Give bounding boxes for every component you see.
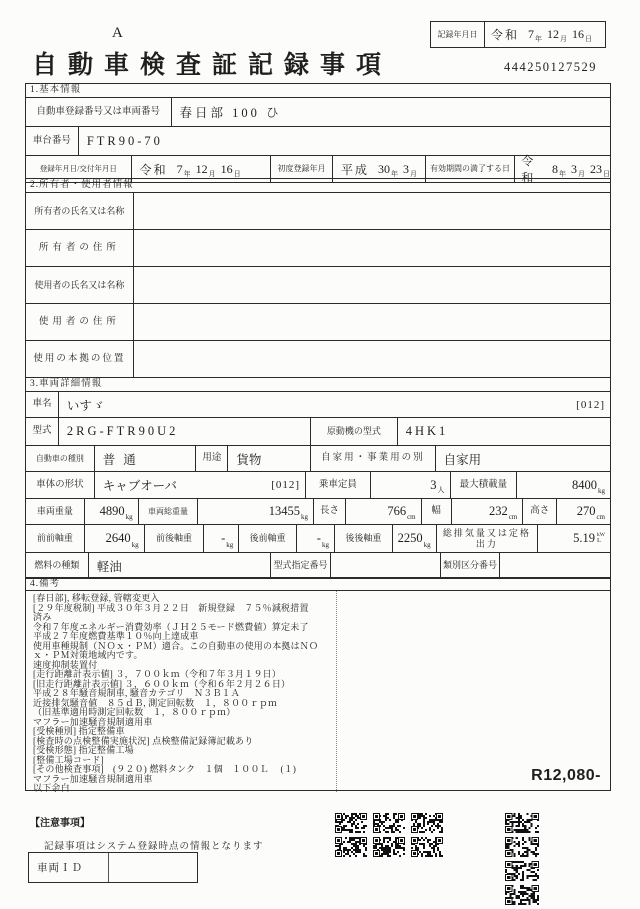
owner-name-value: [133, 193, 610, 229]
reg-date-month: 12: [195, 161, 208, 176]
reg-number-value: 春日部 100 ひ: [171, 98, 610, 126]
displacement-units: kW L: [597, 531, 605, 544]
reg-date-year: 7: [176, 161, 183, 176]
axle-front-front-value: 2640 kg: [84, 525, 144, 552]
vehicle-category-value: 普通: [94, 446, 196, 471]
first-reg-year: 30: [377, 161, 390, 176]
vehicle-id-box: [28, 852, 198, 883]
reg-date-month-unit: 月: [208, 170, 216, 178]
remark-line: 速度抑制装置付: [33, 659, 98, 670]
body-shape-code: [012]: [271, 479, 301, 491]
notice-header: 【注意事項】: [30, 818, 90, 829]
record-date-year-unit: 年: [535, 35, 543, 43]
gross-weight-value: 13455 kg: [197, 499, 313, 524]
expiry-era: 令和: [521, 154, 536, 185]
displacement-value: 5.19 kW L: [537, 525, 610, 552]
chassis-number-value: FTR90-70: [78, 127, 610, 155]
user-name-label: 使用者の氏名又は名称: [34, 279, 125, 290]
expiry-day: 23: [590, 161, 602, 176]
user-address-value: [133, 304, 610, 340]
remark-line: 近接排気騒音値 ８５ｄＢ, 測定回転数 １，８００ｒｐｍ: [33, 697, 278, 708]
remark-line: マフラー加速騒音規制適用車: [33, 716, 153, 727]
remark-line: 以下余白: [33, 783, 70, 793]
axle-rear-front-label: 後前軸重: [238, 525, 296, 552]
amount-value: R12,080-: [531, 767, 601, 784]
remark-line: 済み: [33, 612, 52, 622]
base-location-label: 使用の本拠の位置: [33, 353, 126, 364]
remark-line: [受検形態] 指定整備工場: [33, 745, 134, 755]
private-business-value: 自家用: [435, 446, 610, 471]
class-number-label: 類別区分番号: [440, 553, 500, 578]
axle-rear-rear-label: 後後軸重: [334, 525, 392, 552]
seating-capacity-value: 3 人: [370, 472, 450, 498]
width-value: 232 cm: [451, 499, 523, 524]
fuel-type-value: 軽油: [88, 553, 270, 578]
reg-date-day-unit: 日: [233, 170, 241, 178]
remark-line: 平成２７年度燃費基準１０％向上達成車: [33, 631, 199, 641]
car-name-value: いすゞ [012]: [58, 392, 610, 417]
base-location-value: [133, 341, 610, 377]
body-shape-value: キャブオーバ [012]: [94, 472, 305, 498]
record-date-value: [485, 22, 605, 47]
first-reg-year-unit: 年: [390, 170, 398, 178]
type-designation-label: 型式指定番号: [270, 553, 330, 578]
first-reg-month-unit: 月: [409, 170, 417, 178]
registration-date-label: 登録年月日/交付年月日: [39, 163, 117, 173]
record-date-day: 16: [572, 27, 585, 41]
user-name-value: [133, 267, 610, 303]
length-label: 長さ: [313, 499, 345, 524]
remark-line: マフラー加速騒音規制適用車: [33, 773, 153, 784]
type-designation-value: [330, 553, 440, 578]
remark-line: [旧走行距離計表示値] ３，６００ｋｍ（令和６年２月２６日）: [33, 678, 291, 689]
height-label: 高さ: [522, 499, 556, 524]
owner-address-label: 所有者の住所: [38, 242, 120, 253]
reg-number-label: 自動車登録番号又は車両番号: [36, 106, 161, 117]
remark-line: [検査時の点検整備実施状況] 点検整備記録簿記載あり: [33, 735, 254, 746]
vehicle-weight-label: 車両重量: [36, 506, 73, 517]
user-address-label: 使用者の住所: [38, 316, 120, 327]
qr-code-icon: [411, 813, 443, 833]
vehicle-id-label: 車両ＩＤ: [29, 853, 109, 882]
expiry-day-unit: 日: [603, 170, 610, 178]
remark-line: [走行距離計表示値] ３，７００ｋｍ（令和７年３月１９日）: [33, 669, 282, 679]
vehicle-id-value: [109, 853, 197, 882]
car-name-label: 車名: [32, 399, 52, 410]
first-registration-label: 初度登録年月: [270, 156, 332, 182]
owner-address-value: [133, 230, 610, 266]
height-value: 270 cm: [556, 499, 610, 524]
axle-front-rear-label: 前後軸重: [144, 525, 204, 552]
qr-code-group-right: [505, 813, 580, 909]
qr-code-icon: [373, 837, 405, 857]
chassis-number-label: 車台番号: [32, 135, 71, 146]
class-number-value: [499, 553, 610, 578]
remark-line: 平成２８年騒音規制車, 騒音カテゴリ Ｎ３Ｂ１Ａ: [33, 688, 240, 698]
section3-header: 3.車両詳細情報: [30, 379, 103, 389]
remark-line: [受検種別] 指定整備車: [33, 726, 125, 736]
expiry-month: 3: [571, 161, 577, 176]
vehicle-category-label: 自動車の種別: [35, 453, 84, 463]
form-corner-mark: A: [112, 25, 123, 41]
reg-date-era: 令和: [139, 162, 168, 177]
remarks-lines: [33, 594, 604, 794]
record-date-month: 12: [547, 27, 560, 41]
record-date-month-unit: 月: [560, 35, 568, 43]
axle-rear-rear-value: 2250 kg: [392, 525, 436, 552]
model-value: 2RG-FTR90U2: [58, 418, 310, 445]
first-reg-era: 平成: [340, 162, 369, 177]
remark-line: [２９年度税制] 平成３０年３月２２日 新規登録 ７５％減税措置: [33, 602, 309, 613]
first-reg-month: 3: [402, 161, 409, 176]
notice-text: 記録事項はシステム登録時点の情報となります: [44, 842, 264, 852]
body-shape-label: 車体の形状: [36, 479, 84, 490]
width-label: 幅: [421, 499, 451, 524]
engine-model-value: 4HK1: [397, 418, 610, 445]
remark-line: （旧基準適用時測定回転数 １，８００ｒｐｍ）: [33, 707, 236, 717]
section2-header: 2.所有者・使用者情報: [30, 180, 134, 190]
axle-front-rear-value: - kg: [203, 525, 238, 552]
section-vehicle-details: [25, 377, 611, 579]
qr-code-icon: [505, 885, 539, 905]
record-date-year: 7: [528, 27, 535, 41]
qr-code-icon: [505, 861, 539, 881]
qr-code-icon: [411, 837, 443, 857]
seating-capacity-label: 乗車定員: [305, 472, 370, 498]
qr-code-icon: [505, 837, 539, 857]
remark-line: 使用車種規制（ＮＯｘ・ＰＭ）適合。この自動車の使用の本拠はＮＯ: [33, 640, 319, 651]
remark-line: [その他検査事項] (９２０) 燃料タンク １個 １００Ｌ (１): [33, 764, 297, 774]
section-basic-info: [25, 83, 611, 183]
qr-code-group-left: [335, 813, 449, 861]
document-number: 444250127529: [504, 60, 597, 74]
model-label: 型式: [32, 426, 52, 437]
remark-line: [整備工場コード]: [33, 754, 104, 765]
car-name-code: [012]: [576, 398, 605, 411]
record-date-label: 記録年月日: [431, 22, 485, 47]
remarks-divider: [336, 591, 337, 792]
expiry-month-unit: 月: [578, 170, 585, 178]
axle-rear-front-value: - kg: [296, 525, 334, 552]
max-load-value: 8400 kg: [516, 472, 610, 498]
expiry-date-label: 有効期間の満了する日: [425, 156, 515, 182]
qr-code-icon: [373, 813, 405, 833]
displacement-label: 総排気量又は定格出力: [436, 525, 538, 552]
remarks-body: [26, 591, 610, 792]
use-type-label: 用途: [195, 446, 227, 471]
vehicle-weight-value: 4890 kg: [84, 499, 138, 524]
reg-date-day: 16: [220, 161, 233, 176]
record-date-era: 令和: [491, 28, 520, 42]
use-type-value: 貨物: [227, 446, 310, 471]
remark-line: 令和７年度エネルギー消費効率（ＪＨ２５モード燃費値）算定未了: [33, 621, 309, 632]
owner-name-label: 所有者の氏名又は名称: [34, 205, 125, 216]
qr-code-icon: [335, 837, 367, 857]
length-value: 766 cm: [345, 499, 421, 524]
section1-header: 1.基本情報: [30, 85, 82, 95]
private-business-label: 自家用・事業用の別: [310, 446, 435, 471]
record-date-day-unit: 日: [585, 35, 593, 43]
expiry-year: 8: [552, 161, 558, 176]
remark-line: ｘ・ＰＭ対策地域内です。: [33, 650, 143, 660]
page-title: 自動車検査証記録事項: [32, 52, 393, 79]
section-remarks: [25, 577, 611, 791]
record-date-box: [430, 21, 606, 48]
qr-code-icon: [335, 813, 367, 833]
reg-date-year-unit: 年: [183, 170, 191, 178]
section4-header: 4.備考: [26, 578, 610, 591]
max-load-label: 最大積載量: [450, 472, 517, 498]
gross-weight-label: 車両総重量: [138, 499, 198, 524]
engine-model-label: 原動機の型式: [310, 418, 397, 445]
remark-line: [春日部], 移転登録, 管轄変更入: [33, 593, 160, 603]
section-owner-user-info: [25, 178, 611, 378]
fuel-type-label: 燃料の種類: [34, 560, 80, 571]
axle-front-front-label: 前前軸重: [36, 533, 73, 544]
qr-code-icon: [505, 813, 539, 833]
expiry-year-unit: 年: [559, 170, 566, 178]
